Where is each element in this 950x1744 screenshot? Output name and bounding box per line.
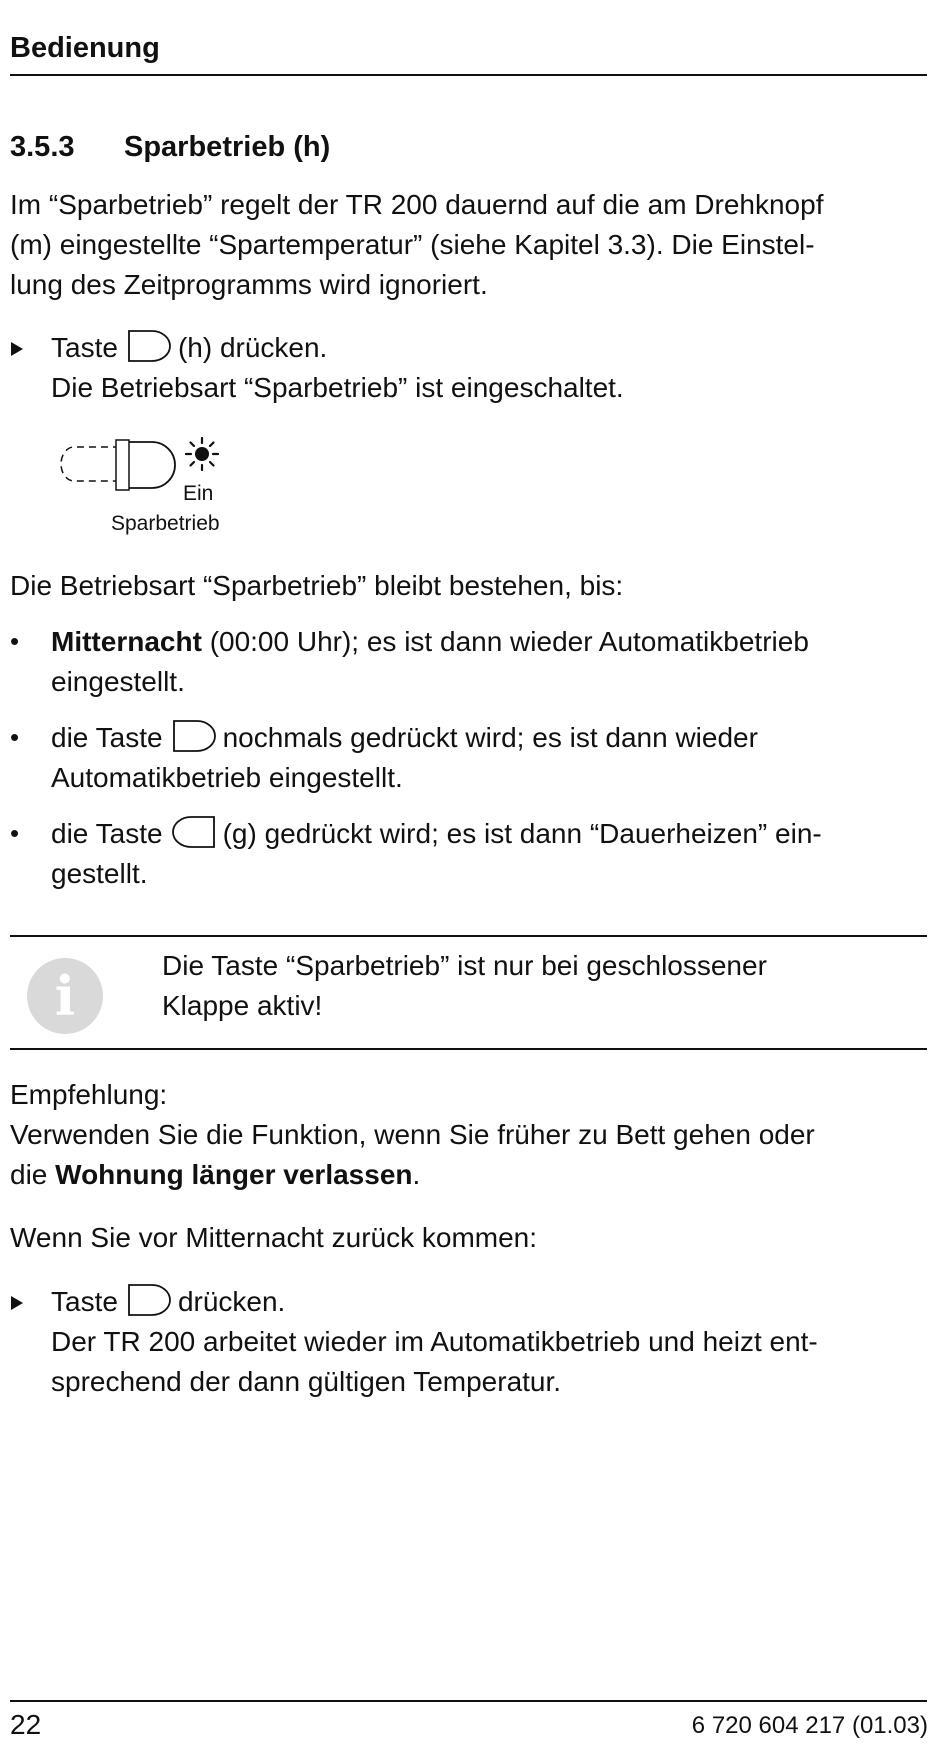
bullet-item bbox=[51, 718, 758, 798]
figure-label-ein: Ein bbox=[183, 482, 214, 505]
note-text bbox=[162, 946, 767, 1026]
step-text: drücken. bbox=[177, 1286, 286, 1317]
recommendation-paragraph bbox=[10, 1075, 815, 1195]
bullet-item bbox=[51, 814, 822, 894]
sparbetrieb-key-icon bbox=[126, 329, 172, 363]
note-line: Klappe aktiv! bbox=[162, 990, 323, 1021]
section-heading bbox=[10, 131, 330, 164]
bullet-text: die Taste bbox=[51, 722, 163, 753]
footer-rule bbox=[10, 1700, 927, 1702]
section-number: 3.5.3 bbox=[10, 131, 75, 163]
header-rule bbox=[10, 74, 927, 76]
page-number: 22 bbox=[10, 1709, 42, 1740]
recommendation-line: Verwenden Sie die Funktion, wenn Sie früher zu Bett gehen oder bbox=[10, 1119, 815, 1150]
dauerheizen-key-icon bbox=[171, 815, 217, 849]
intro-paragraph bbox=[10, 185, 823, 305]
info-icon: i bbox=[27, 958, 103, 1034]
sparbetrieb-key-icon bbox=[126, 1283, 172, 1317]
step-result: Der TR 200 arbeitet wieder im Automatikbetrieb und heizt ent- bbox=[51, 1326, 818, 1357]
bullet-text: (g) gedrückt wird; es ist dann “Dauerheizen” ein- bbox=[222, 818, 822, 849]
bullet-text: gestellt. bbox=[51, 858, 148, 889]
bullet-point: • bbox=[10, 722, 20, 752]
recommendation-text: die bbox=[10, 1159, 48, 1190]
step-text: Taste bbox=[51, 1286, 118, 1317]
section-title: Sparbetrieb (h) bbox=[124, 131, 331, 163]
bullet-text: (00:00 Uhr); es ist dann wieder Automatikbetrieb bbox=[209, 626, 809, 657]
step-arrow-icon bbox=[11, 1296, 23, 1310]
bullet-text: nochmals gedrückt wird; es ist dann wieder bbox=[222, 722, 758, 753]
step-instruction bbox=[51, 328, 624, 408]
figure-label-sparbetrieb: Sparbetrieb bbox=[111, 512, 220, 535]
bullet-text: eingestellt. bbox=[51, 666, 185, 697]
sparbetrieb-key-icon bbox=[171, 719, 217, 753]
page-header-title: Bedienung bbox=[10, 32, 160, 64]
step-arrow-icon bbox=[11, 342, 23, 356]
sun-icon bbox=[185, 437, 219, 471]
bullet-bold-text: Mitternacht bbox=[51, 626, 202, 657]
bullet-point: • bbox=[10, 626, 20, 656]
bullet-text: Automatikbetrieb eingestellt. bbox=[51, 762, 403, 793]
note-line: Die Taste “Sparbetrieb” ist nur bei geschlossener bbox=[162, 950, 767, 981]
note-top-rule bbox=[10, 935, 927, 937]
intro-line: (m) eingestellte “Spartemperatur” (siehe Kapitel 3.3). Die Einstel- bbox=[10, 229, 815, 260]
step-result: Die Betriebsart “Sparbetrieb” ist eingeschaltet. bbox=[51, 372, 624, 403]
bullet-text: die Taste bbox=[51, 818, 163, 849]
step-result: sprechend der dann gültigen Temperatur. bbox=[51, 1366, 562, 1397]
recommendation-text: . bbox=[412, 1159, 421, 1190]
intro-line: Im “Sparbetrieb” regelt der TR 200 dauernd auf die am Drehknopf bbox=[10, 189, 824, 220]
recommendation-label: Empfehlung: bbox=[10, 1079, 168, 1110]
return-paragraph: Wenn Sie vor Mitternacht zurück kommen: bbox=[10, 1222, 538, 1253]
note-bottom-rule bbox=[10, 1048, 927, 1050]
bullet-point: • bbox=[10, 818, 20, 848]
step-text: Taste bbox=[51, 332, 118, 363]
step-instruction bbox=[51, 1282, 818, 1402]
step-text: (h) drücken. bbox=[177, 332, 328, 363]
document-id: 6 720 604 217 (01.03) bbox=[691, 1712, 928, 1739]
intro-line: lung des Zeitprogramms wird ignoriert. bbox=[10, 269, 488, 300]
recommendation-bold: Wohnung länger verlassen bbox=[55, 1159, 413, 1190]
until-paragraph: Die Betriebsart “Sparbetrieb” bleibt bestehen, bis: bbox=[10, 570, 624, 601]
bullet-item bbox=[51, 622, 809, 702]
